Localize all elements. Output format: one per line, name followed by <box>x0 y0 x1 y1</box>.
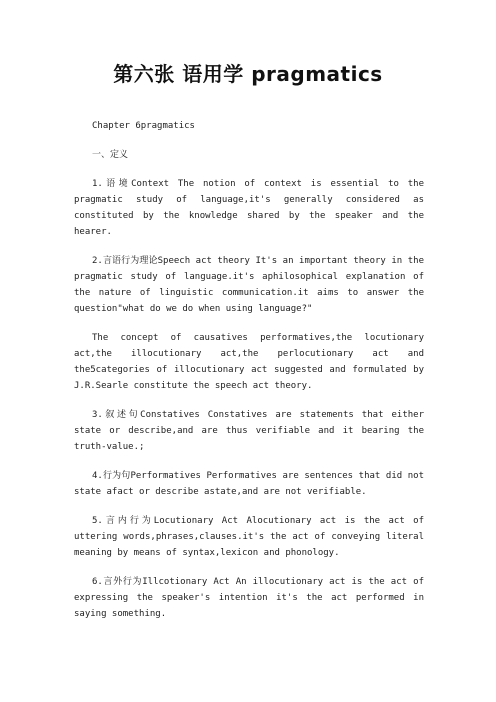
paragraph-speech-act-concepts: The concept of causatives performatives,the locutionary act,the illocutionary act,the perlocutionary act and the5categories of illocutionary act suggested and formulated by J.R.Searle constitute the speech act theory. <box>74 333 424 391</box>
chapter-heading: Chapter 6pragmatics <box>92 121 195 131</box>
section-heading-definitions: 一、定义 <box>92 150 129 160</box>
page-title: 第六张 语用学 pragmatics <box>113 62 383 86</box>
paragraph-performatives: 4.行为句Performatives Performatives are sentences that did not state afact or describe astate,and are not verifiable. <box>74 471 424 497</box>
paragraph-speech-act-theory: 2.言语行为理论Speech act theory It's an important theory in the pragmatic study of language.it's aphilosophical explanation of the nature of linguistic communication.it aims to answer the question"what do we do when using language?" <box>74 256 424 314</box>
body-text <box>74 118 424 622</box>
paragraph-constatives: 3.叙述句Constatives Constatives are statements that either state or describe,and are thus verifiable and it bearing the truth-value.; <box>74 410 424 452</box>
paragraph-illocutionary-act: 6.言外行为Illcotionary Act An illocutionary act is the act of expressing the speaker's intention it's the act performed in saying something. <box>74 577 424 619</box>
paragraph-context: 1.语境Context The notion of context is essential to the pragmatic study of language,it's generally considered as constituted by the knowledge shared by the speaker and the hearer. <box>74 179 424 237</box>
paragraph-locutionary-act: 5.言内行为Locutionary Act Alocutionary act is the act of uttering words,phrases,clauses.it's the act of conveying literal meaning by means of syntax,lexicon and phonology. <box>74 516 424 558</box>
